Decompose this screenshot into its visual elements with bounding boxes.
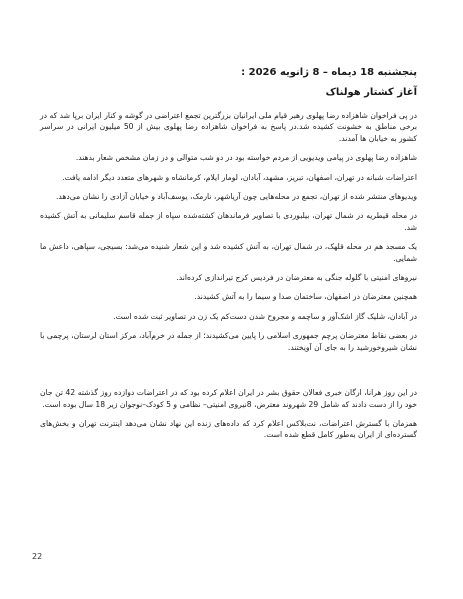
paragraph: نیروهای امنیتی با گلوله جنگی به معترضان در فردیس کرج تیراندازی کرده‌اند.: [176, 273, 417, 283]
date-heading: پنجشنبه 18 دیماه – 8 ژانویه 2026 :: [241, 67, 417, 78]
paragraph: در محله قیطریه در شمال تهران، بیلبوردی با تصاویر فرماندهان کشته‌شده سپاه از جمله قاسم سلیمانی به آتش کشیده شد.: [40, 211, 417, 232]
paragraph: شاهزاده رضا پهلوی در پیامی ویدیویی از مردم خواسته بود در دو شب متوالی و در زمان مشخص شعار بدهند.: [75, 153, 417, 163]
paragraph-spacer: [40, 361, 417, 387]
page-number: 22: [32, 552, 43, 561]
paragraph: یک مسجد هم در محله قلهک، در شمال تهران، به آتش کشیده شد و این شعار شنیده می‌شد: بسیجی، سپاهی، داعش ما شمایی.: [40, 242, 417, 263]
section-subheading: آغاز کشتار هولناک: [325, 87, 417, 98]
paragraph: همزمان با گسترش اعتراضات، نت‌بلاکس اعلام کرد که داده‌های زنده این نهاد نشان می‌دهد اینترنت تهران و بخش‌های گسترده‌ای از ایران به‌طور کامل قطع شده است.: [40, 418, 417, 440]
paragraph: در پی فراخوان شاهزاده رضا پهلوی رهبر قیام ملی ایرانیان بزرگترین تجمع اعتراضی در گوشه و کنار ایران برپا شد که در برخی مناطق به خشونت کشیده شد.در پاسخ به فراخوان شاهزاده رضا پهلوی بیش از 50 میلیون ایرانی در سراسر کشور به خیابان ها آمدند.: [40, 111, 417, 143]
paragraph: اعتراضات شبانه در تهران، اصفهان، تبریز، مشهد، آبادان، لومار ایلام، کرمانشاه و شهرهای متعدد دیگر ادامه یافت.: [62, 172, 417, 182]
document-body: [40, 66, 417, 449]
paragraph: همچنین معترضان در اصفهان، ساختمان صدا و سیما را به آتش کشیدند.: [194, 292, 417, 302]
paragraph: در بعضی نقاط معترضان پرچم جمهوری اسلامی را پایین می‌کشیدند؛ از جمله در خرم‌آباد، مرکز استان لرستان، پرچمی با نشان شیروخورشید را به جای آن آویختند.: [40, 331, 417, 352]
paragraph: در آبادان، شلیک گاز اشک‌آور و ساچمه و مجروح شدن دست‌کم یک زن در تصاویر ثبت شده است.: [113, 311, 417, 321]
paragraph: ویدیوهای منتشر شده از تهران، تجمع در محله‌هایی چون آریاشهر، نارمک، یوسف‌آباد و خیابان آزادی را نشان می‌دهد.: [56, 192, 417, 202]
paragraph: در این روز هرانا، ارگان خبری فعالان حقوق بشر در ایران اعلام کرده بود که در اعتراضات دوازده روز گذشته 42 تن جان خود را از دست دادند که شامل 29 شهروند معترض، 8نیروی امنیتی– نظامی و 5 کودک–نوجوان زیر 18 سال بوده است.: [40, 388, 418, 409]
